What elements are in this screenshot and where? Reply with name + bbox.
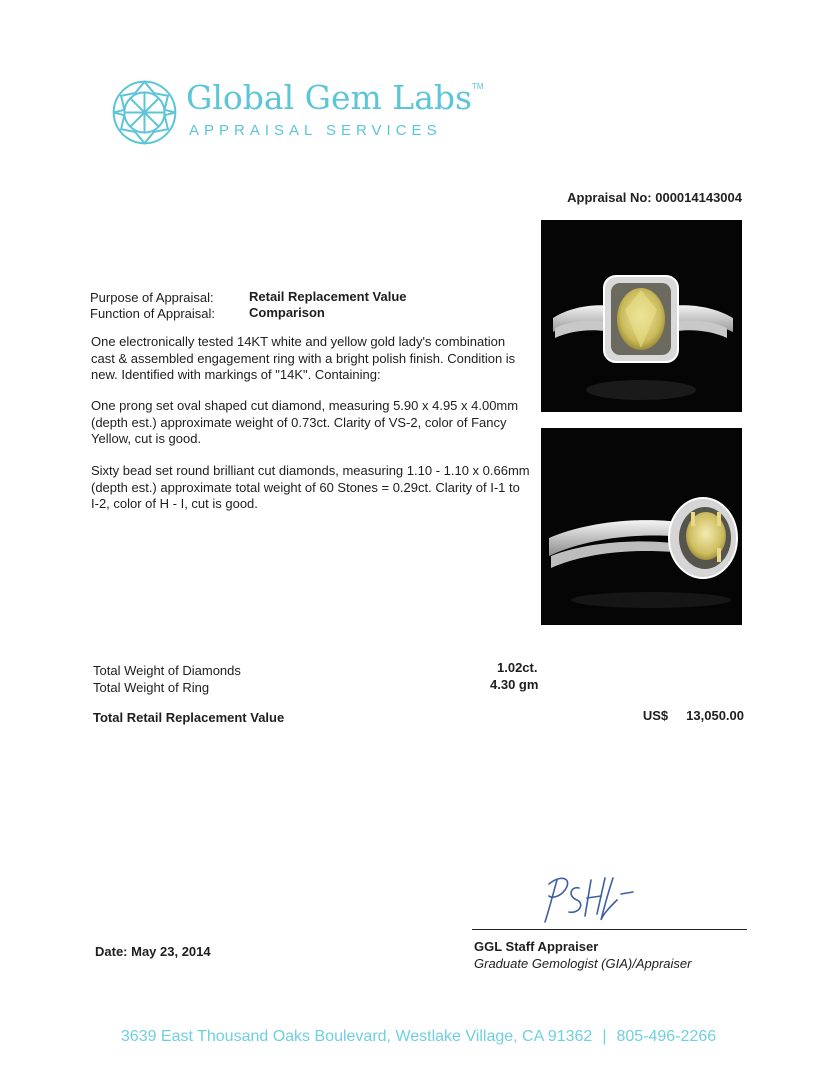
ring-photo-top <box>541 220 742 412</box>
brand-tagline: APPRAISAL SERVICES <box>189 122 442 139</box>
retail-value-label: Total Retail Replacement Value <box>93 710 285 725</box>
appraiser-signature <box>535 870 645 928</box>
purpose-label: Purpose of Appraisal: <box>90 290 214 305</box>
side-stones-description: Sixty bead set round brilliant cut diamonds, measuring 1.10 - 1.10 x 0.66mm (depth est.) approximate total weight of 60 Stones = 0.29ct. Clarity of I-1 to I-2, color of H - I, cut is good. <box>91 463 530 511</box>
diamond-weight-value: 1.02ct. <box>497 660 538 675</box>
footer-phone: 805-496-2266 <box>616 1028 717 1045</box>
retail-value <box>643 708 744 723</box>
ring-photo-side <box>541 428 742 625</box>
trademark: TM <box>471 82 484 91</box>
appraisal-number: Appraisal No: 000014143004 <box>567 190 742 205</box>
footer <box>0 1028 837 1046</box>
purpose-value: Retail Replacement Value <box>249 289 407 304</box>
ring-weight-value: 4.30 gm <box>490 677 539 692</box>
function-label: Function of Appraisal: <box>90 306 216 321</box>
appraiser-title: GGL Staff Appraiser <box>474 939 599 954</box>
appraisal-date: Date: May 23, 2014 <box>95 944 211 959</box>
gem-logo-icon <box>111 79 178 146</box>
brand-name: Global Gem Labs™ <box>186 78 484 117</box>
footer-separator: | <box>602 1028 607 1045</box>
function-value: Comparison <box>249 305 325 320</box>
appraiser-credential: Graduate Gemologist (GIA)/Appraiser <box>474 956 692 971</box>
ring-weight-label: Total Weight of Ring <box>93 680 210 695</box>
currency: US$ <box>642 708 669 723</box>
signature-line <box>472 929 747 930</box>
diamond-weight-label: Total Weight of Diamonds <box>93 663 241 678</box>
center-stone-description: One prong set oval shaped cut diamond, measuring 5.90 x 4.95 x 4.00mm (depth est.) approximate weight of 0.73ct. Clarity of VS-2, color of Fancy Yellow, cut is good. <box>91 398 519 446</box>
footer-address: 3639 East Thousand Oaks Boulevard, Westlake Village, CA 91362 <box>120 1028 593 1045</box>
retail-amount: 13,050.00 <box>686 708 744 723</box>
ring-description: One electronically tested 14KT white and yellow gold lady's combination cast & assembled engagement ring with a bright polish finish. Condition is new. Identified with markings of "14K". Containing: <box>91 334 516 382</box>
